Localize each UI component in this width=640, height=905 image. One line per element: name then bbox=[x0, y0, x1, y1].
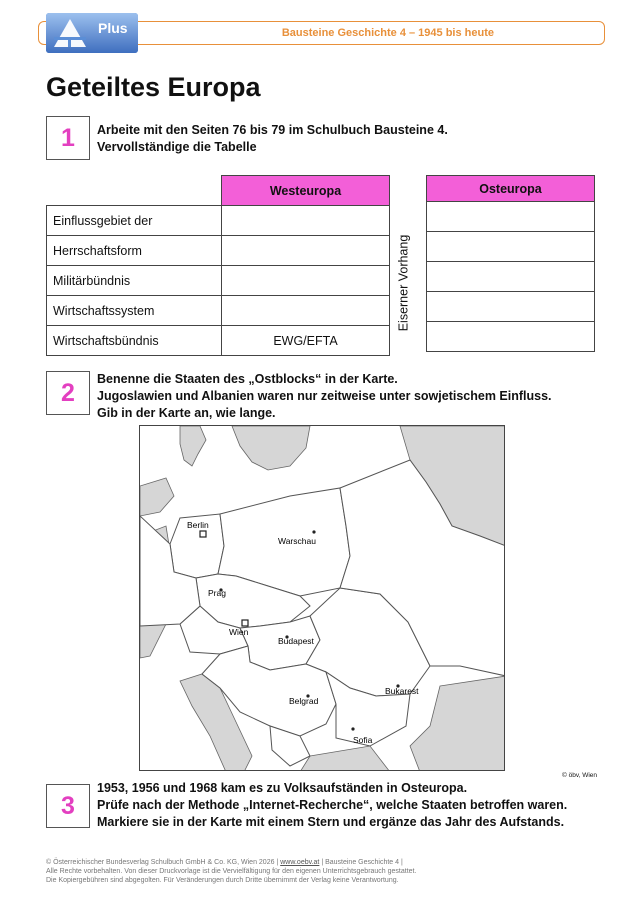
map-label-budapest: Budapest bbox=[278, 636, 314, 646]
task-number-2: 2 bbox=[46, 371, 90, 415]
iron-curtain-label: Eiserner Vorhang bbox=[396, 234, 410, 332]
footer-rights: Alle Rechte vorbehalten. Von dieser Druckvorlage ist die Vervielfältigung für den eigenen Unterrichtsgebrauch gestattet. bbox=[46, 868, 417, 875]
task-3-line: Prüfe nach der Methode „Internet-Recherche“, welche Staaten betroffen waren. bbox=[97, 798, 568, 812]
row-label: Militärbündnis bbox=[47, 266, 222, 296]
footer-fees: Die Kopiergebühren sind abgegolten. Für Veränderungen durch Dritte übernimmt der Verlag keine Verantwortung. bbox=[46, 877, 399, 884]
map-drawing bbox=[140, 426, 505, 771]
cell-west[interactable] bbox=[222, 296, 390, 326]
logo-text: Plus bbox=[98, 20, 128, 36]
series-title: Bausteine Geschichte 4 – 1945 bis heute bbox=[281, 27, 494, 39]
cell-west[interactable]: EWG/EFTA bbox=[222, 326, 390, 356]
page-title: Geteiltes Europa bbox=[46, 72, 261, 102]
map-credit: © öbv, Wien bbox=[562, 772, 598, 779]
col-header-east: Osteuropa bbox=[427, 176, 595, 202]
task-1-line: Vervollständige die Tabelle bbox=[97, 140, 257, 154]
map-label-berlin: Berlin bbox=[187, 520, 209, 530]
task-3-line: 1953, 1956 und 1968 kam es zu Volksaufständen in Osteuropa. bbox=[97, 781, 468, 795]
footer-link[interactable]: www.oebv.at bbox=[280, 859, 320, 866]
table-corner bbox=[47, 176, 222, 206]
map-label-warschau: Warschau bbox=[278, 536, 316, 546]
cell-east[interactable] bbox=[427, 232, 595, 262]
col-header-west: Westeuropa bbox=[222, 176, 390, 206]
cell-west[interactable] bbox=[222, 206, 390, 236]
row-label: Wirtschaftsbündnis bbox=[47, 326, 222, 356]
row-label: Einflussgebiet der bbox=[47, 206, 222, 236]
map-label-prag: Prag bbox=[208, 588, 226, 598]
map-label-sofia: Sofia bbox=[353, 735, 373, 745]
task-1-line: Arbeite mit den Seiten 76 bis 79 im Schulbuch Bausteine 4. bbox=[97, 123, 448, 137]
task-2-line: Benenne die Staaten des „Ostblocks“ in der Karte. bbox=[97, 372, 398, 386]
footer-text: | Bausteine Geschichte 4 | bbox=[319, 859, 403, 866]
task-number-3: 3 bbox=[46, 784, 90, 828]
row-label: Herrschaftsform bbox=[47, 236, 222, 266]
task-2-line: Gib in der Karte an, wie lange. bbox=[97, 406, 276, 420]
cell-east[interactable] bbox=[427, 292, 595, 322]
task-number-1: 1 bbox=[46, 116, 90, 160]
cell-east[interactable] bbox=[427, 262, 595, 292]
row-label: Wirtschaftssystem bbox=[47, 296, 222, 326]
task-3-text bbox=[97, 780, 567, 831]
cell-west[interactable] bbox=[222, 236, 390, 266]
europe-map[interactable] bbox=[139, 425, 505, 771]
footer-text: © Österreichischer Bundesverlag Schulbuch GmbH & Co. KG, Wien 2026 | bbox=[46, 859, 281, 866]
comparison-table bbox=[46, 175, 390, 356]
map-label-belgrad: Belgrad bbox=[289, 696, 319, 706]
cell-west[interactable] bbox=[222, 266, 390, 296]
cell-east[interactable] bbox=[427, 202, 595, 232]
task-2-text bbox=[97, 371, 552, 422]
cell-east[interactable] bbox=[427, 322, 595, 352]
footer bbox=[46, 858, 416, 885]
task-2-line: Jugoslawien und Albanien waren nur zeitweise unter sowjetischem Einfluss. bbox=[97, 389, 552, 403]
east-table bbox=[426, 175, 595, 352]
map-label-wien: Wien bbox=[229, 627, 249, 637]
task-1-text bbox=[97, 122, 448, 156]
map-label-bukarest: Bukarest bbox=[385, 686, 419, 696]
task-3-line: Markiere sie in der Karte mit einem Stern und ergänze das Jahr des Aufstands. bbox=[97, 815, 565, 829]
